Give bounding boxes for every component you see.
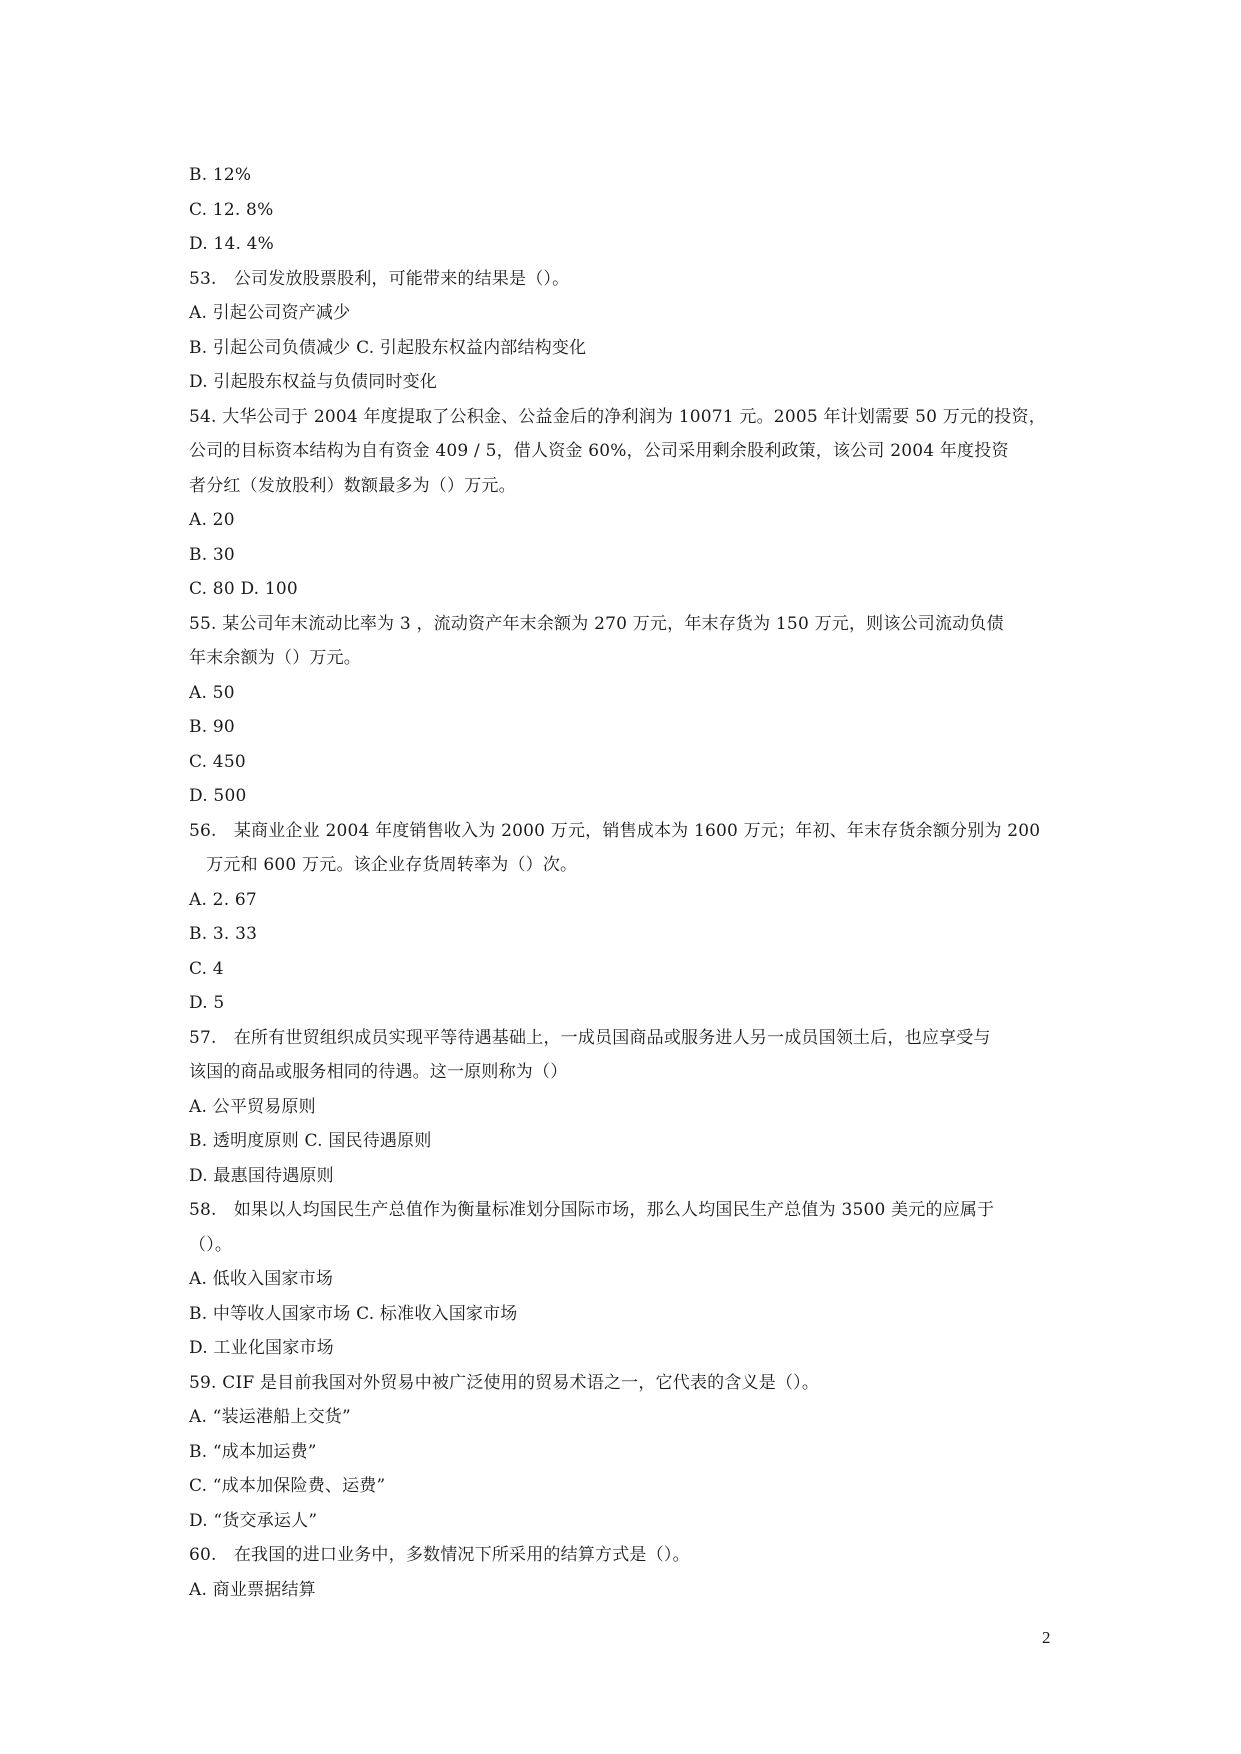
text-line: B. 透明度原则 C. 国民待遇原则 <box>189 1131 432 1151</box>
question-58: 58. 如果以人均国民生产总值作为衡量标准划分国际市场，那么人均国民生产总值为 3500 美元的应属于 <box>189 1200 995 1220</box>
question-53: 53. 公司发放股票股利，可能带来的结果是（）。 <box>189 268 570 289</box>
question-59: 59. CIF 是目前我国对外贸易中被广泛使用的贸易术语之一，它代表的含义是（）。 <box>189 1372 820 1393</box>
text-line: D. 14. 4% <box>189 234 275 254</box>
text-line: A. 商业票据结算 <box>189 1579 316 1600</box>
text-line: B. 90 <box>189 717 235 737</box>
text-line: D. 5 <box>189 993 225 1013</box>
text-line: 公司的目标资本结构为自有资金 409 / 5，借人资金 60%，公司采用剩余股利政策，该公司 2004 年度投资 <box>189 441 1009 461</box>
text-line: D. 最惠国待遇原则 <box>189 1165 334 1186</box>
text-line: B. 引起公司负债减少 C. 引起股东权益内部结构变化 <box>189 337 587 358</box>
question-54: 54. 大华公司于 2004 年度提取了公积金、公益金后的净利润为 10071 元。2005 年计划需要 50 万元的投资， <box>189 406 1046 427</box>
text-line: A. 引起公司资产减少 <box>189 303 351 323</box>
text-line: B. 12% <box>189 165 252 185</box>
text-line: B. 3. 33 <box>189 924 258 944</box>
text-line: A. 2. 67 <box>189 889 257 910</box>
text-line: B. 中等收人国家市场 C. 标准收入国家市场 <box>189 1303 518 1324</box>
text-line: D. 工业化国家市场 <box>189 1338 334 1358</box>
text-line: A. 50 <box>189 682 235 703</box>
text-line: B. “成本加运费” <box>189 1441 317 1462</box>
question-60: 60. 在我国的进口业务中，多数情况下所采用的结算方式是（）。 <box>189 1545 690 1565</box>
page-number: 2 <box>1042 1628 1051 1647</box>
question-56: 56. 某商业企业 2004 年度销售收入为 2000 万元，销售成本为 1600 万元；年初、年末存货余额分别为 200 <box>189 820 1041 841</box>
text-line: D. “货交承运人” <box>189 1510 318 1531</box>
text-line: D. 引起股东权益与负债同时变化 <box>189 372 438 392</box>
text-line: C. “成本加保险费、运费” <box>189 1476 386 1496</box>
text-line: C. 4 <box>189 958 224 979</box>
text-line: C. 12. 8% <box>189 199 274 220</box>
text-line: 年末余额为（）万元。 <box>189 648 361 668</box>
text-line: A. 低收入国家市场 <box>189 1269 334 1289</box>
text-line: 者分红（发放股利）数额最多为（）万元。 <box>189 475 516 496</box>
question-55: 55. 某公司年末流动比率为 3 ，流动资产年末余额为 270 万元，年末存货为 150 万元，则该公司流动负债 <box>189 613 1004 634</box>
text-line: A. 20 <box>189 510 235 530</box>
text-line: 万元和 600 万元。该企业存货周转率为（）次。 <box>189 855 578 875</box>
question-57: 57. 在所有世贸组织成员实现平等待遇基础上，一成员国商品或服务进人另一成员国领土后，也应享受与 <box>189 1027 991 1048</box>
text-line: （）。 <box>189 1234 233 1255</box>
text-line: D. 500 <box>189 786 247 806</box>
text-line: B. 30 <box>189 544 235 565</box>
text-line: 该国的商品或服务相同的待遇。这一原则称为（） <box>189 1062 568 1082</box>
text-line: C. 450 <box>189 751 246 772</box>
text-line: C. 80 D. 100 <box>189 579 298 599</box>
document-body <box>189 158 1059 1607</box>
text-line: A. 公平贸易原则 <box>189 1096 316 1117</box>
text-line: A. “装运港船上交货” <box>189 1407 351 1427</box>
